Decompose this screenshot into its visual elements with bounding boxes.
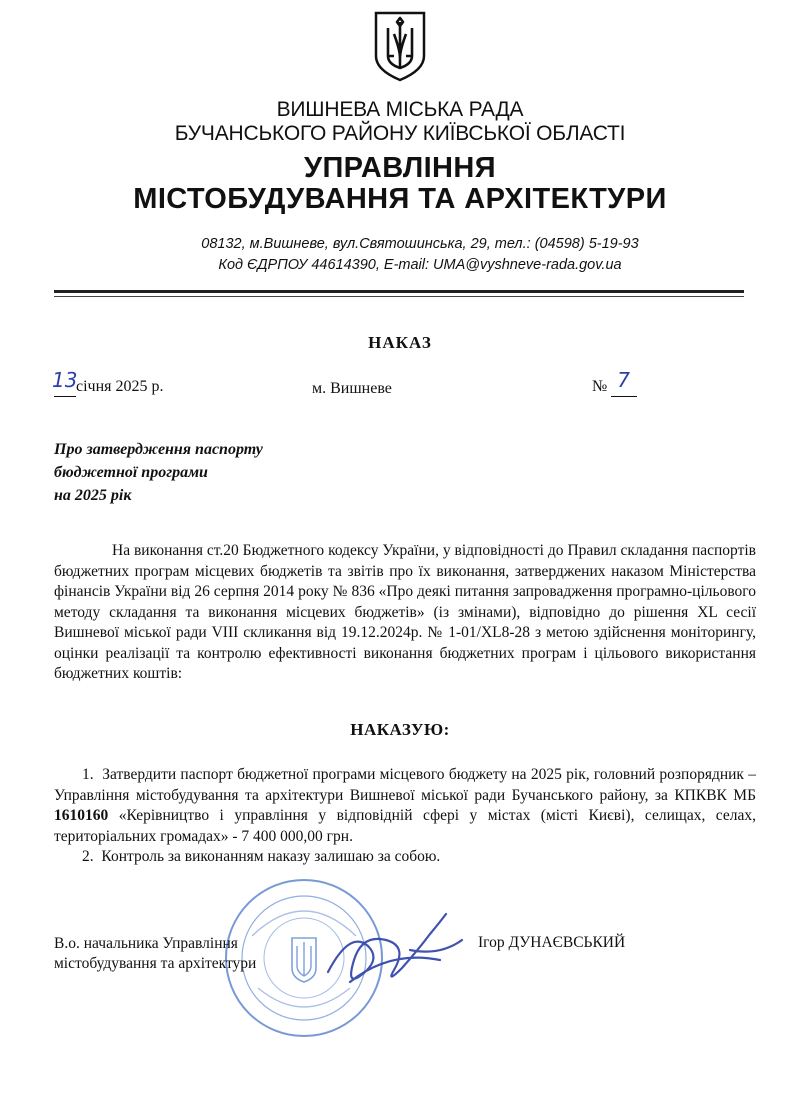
document-subject xyxy=(54,438,263,507)
codes-line: Код ЄДРПОУ 44614390, E-mail: UMA@vyshneve-rada.gov.ua xyxy=(218,257,622,273)
preamble-text: На виконання ст.20 Бюджетного кодексу України, у відповідності до Правил складання паспортів бюджетних програм місцевих бюджетів та звітів про їх виконання, затверджених наказом Міністерства фінансів України від 26 серпня 2014 року № 836 «Про деякі питання запровадження програмно-цільового методу складання та виконання місцевих бюджетів» (із змінами), відповідно до рішення XL сесії Вишневої міської ради VIII скликання від 19.12.2024р. № 1-01/XL8-28 з метою здійснення моніторингу, оцінки реалізації та контролю ефективності виконання бюджетних програм і цільового використання бюджетних коштів: xyxy=(54,542,756,682)
document-number xyxy=(592,368,637,397)
order-heading: НАКАЗУЮ: xyxy=(350,720,450,739)
number-label: № xyxy=(592,378,608,395)
council-district: БУЧАНСЬКОГО РАЙОНУ КИЇВСЬКОЇ ОБЛАСТІ xyxy=(174,122,626,145)
address-line: 08132, м.Вишневе, вул.Святошинська, 29, тел.: (04598) 5-19-93 xyxy=(201,236,639,252)
order-item xyxy=(54,765,756,847)
document-title: НАКАЗ xyxy=(368,333,432,352)
order-item-number: 2. xyxy=(82,848,94,865)
council-name: ВИШНЕВА МІСЬКА РАДА xyxy=(276,98,524,121)
department-name-line1: УПРАВЛІННЯ xyxy=(304,152,496,184)
subject-line: на 2025 рік xyxy=(54,487,132,504)
signer-position-line: В.о. начальника Управління xyxy=(54,935,238,952)
document-city: м. Вишневе xyxy=(312,380,392,397)
number-handwritten: 7 xyxy=(617,368,630,392)
date-day-handwritten: 13 xyxy=(52,368,78,392)
order-item-text-rest: «Керівництво і управління у відповідній сфері у містах (місті Києві), селищах, селах, територіальних громадах» - 7 400 000,00 грн. xyxy=(54,807,756,845)
signer-name: Ігор ДУНАЄВСЬКИЙ xyxy=(478,934,626,951)
order-item-text: Затвердити паспорт бюджетної програми місцевого бюджету на 2025 рік, головний розпорядник – Управління містобудування та архітектури Вишневої міської ради Бучанського району, за КПКВК МБ xyxy=(54,766,756,804)
signer-position xyxy=(54,934,256,974)
order-item xyxy=(54,847,756,868)
order-item-text: Контроль за виконанням наказу залишаю за собою. xyxy=(101,848,441,865)
date-month-year: січня 2025 р. xyxy=(76,378,164,395)
subject-line: бюджетної програми xyxy=(54,464,208,481)
order-item-number: 1. xyxy=(82,766,94,783)
header-divider-thick xyxy=(54,290,744,293)
budget-code: 1610160 xyxy=(54,807,109,824)
header-divider-thin xyxy=(54,296,744,297)
document-date xyxy=(52,368,164,397)
department-name-line2: МІСТОБУДУВАННЯ ТА АРХІТЕКТУРИ xyxy=(133,183,667,215)
signer-position-line: містобудування та архітектури xyxy=(54,955,257,972)
order-list xyxy=(54,765,756,868)
subject-line: Про затвердження паспорту xyxy=(54,441,263,458)
trident-emblem-icon xyxy=(372,10,428,82)
handwritten-signature-icon xyxy=(290,890,490,1000)
preamble-paragraph xyxy=(54,541,756,685)
